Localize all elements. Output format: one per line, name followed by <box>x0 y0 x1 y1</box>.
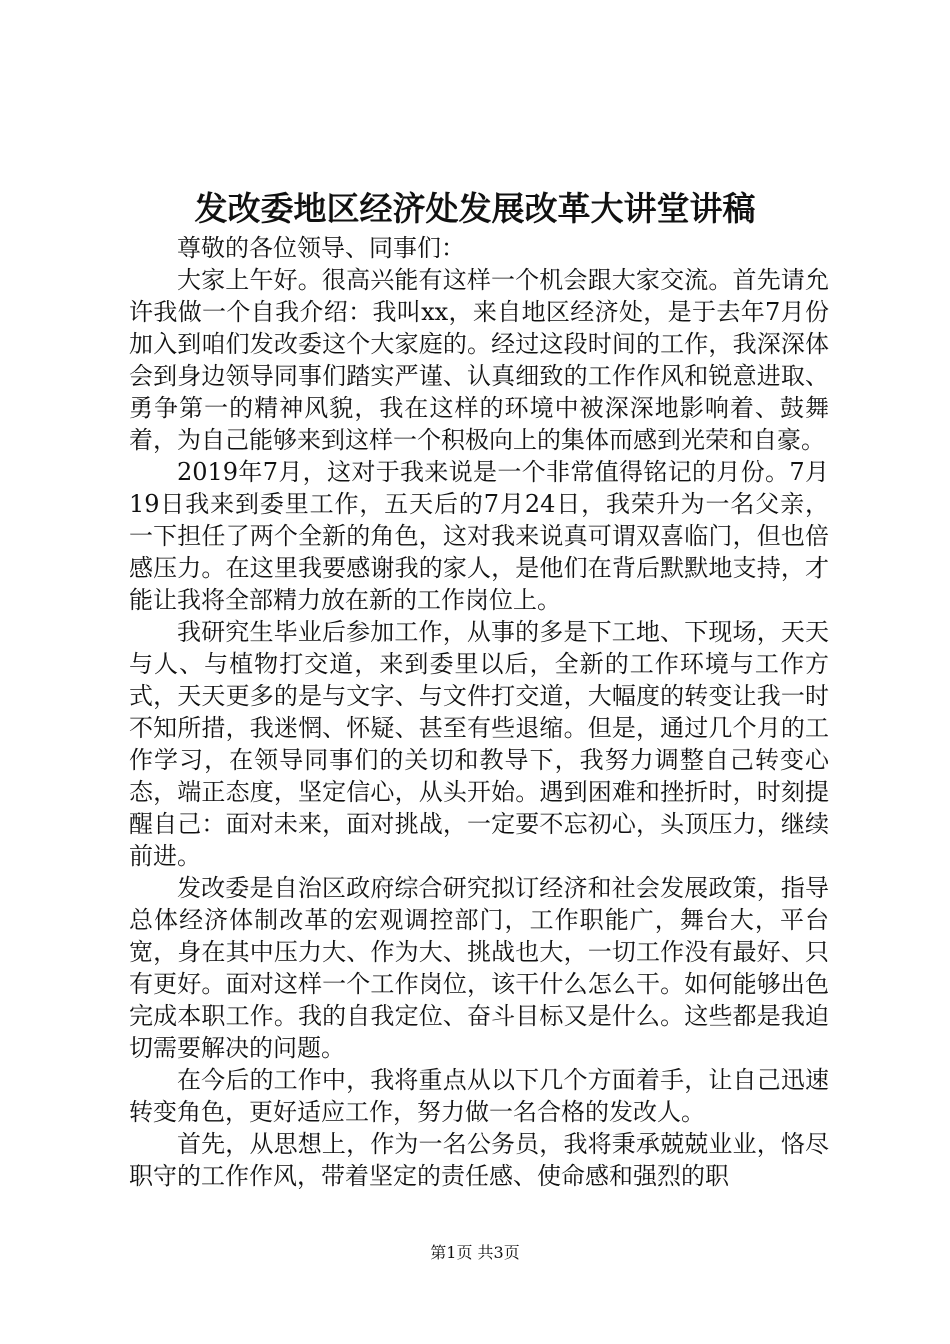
paragraph-introduction: 大家上午好。很高兴能有这样一个机会跟大家交流。首先请允许我做一个自我介绍：我叫xx，来自地区经济处，是于去年7月份加入到咱们发改委这个大家庭的。经过这段时间的工作，我深深体会到身边领导同事们踏实严谨、认真细致的工作作风和锐意进取、勇争第一的精神风貌，我在这样的环境中被深深地影响着、鼓舞着，为自己能够来到这样一个积极向上的集体而感到光荣和自豪。 <box>129 266 829 454</box>
paragraph-commission-role: 发改委是自治区政府综合研究拟订经济和社会发展政策，指导总体经济体制改革的宏观调控部门，工作职能广，舞台大，平台宽，身在其中压力大、作为大、挑战也大，一切工作没有最好、只有更好。面对这样一个工作岗位，该干什么怎么干。如何能够出色完成本职工作。我的自我定位、奋斗目标又是什么。这些都是我迫切需要解决的问题。 <box>129 874 829 1062</box>
paragraph-first-point: 首先，从思想上，作为一名公务员，我将秉承兢兢业业，恪尽职守的工作作风，带着坚定的责任感、使命感和强烈的职 <box>129 1130 829 1190</box>
salutation: 尊敬的各位领导、同事们： <box>177 234 465 262</box>
paragraph-july-2019: 2019年7月，这对于我来说是一个非常值得铭记的月份。7月19日我来到委里工作，五天后的7月24日，我荣升为一名父亲，一下担任了两个全新的角色，这对我来说真可谓双喜临门，但也倍感压力。在这里我要感谢我的家人，是他们在背后默默地支持，才能让我将全部精力放在新的工作岗位上。 <box>129 458 829 614</box>
paragraph-plan: 在今后的工作中，我将重点从以下几个方面着手，让自己迅速转变角色，更好适应工作，努力做一名合格的发改人。 <box>129 1066 829 1126</box>
page-number-footer: 第1页 共3页 <box>430 1243 520 1262</box>
document-title: 发改委地区经济处发展改革大讲堂讲稿 <box>194 189 756 228</box>
paragraph-career-change: 我研究生毕业后参加工作，从事的多是下工地、下现场，天天与人、与植物打交道，来到委里以后，全新的工作环境与工作方式，天天更多的是与文字、与文件打交道，大幅度的转变让我一时不知所措，我迷惘、怀疑、甚至有些退缩。但是，通过几个月的工作学习，在领导同事们的关切和教导下，我努力调整自己转变心态，端正态度，坚定信心，从头开始。遇到困难和挫折时，时刻提醒自己：面对未来，面对挑战，一定要不忘初心，头顶压力，继续前进。 <box>129 618 829 870</box>
document-body <box>129 232 829 1192</box>
